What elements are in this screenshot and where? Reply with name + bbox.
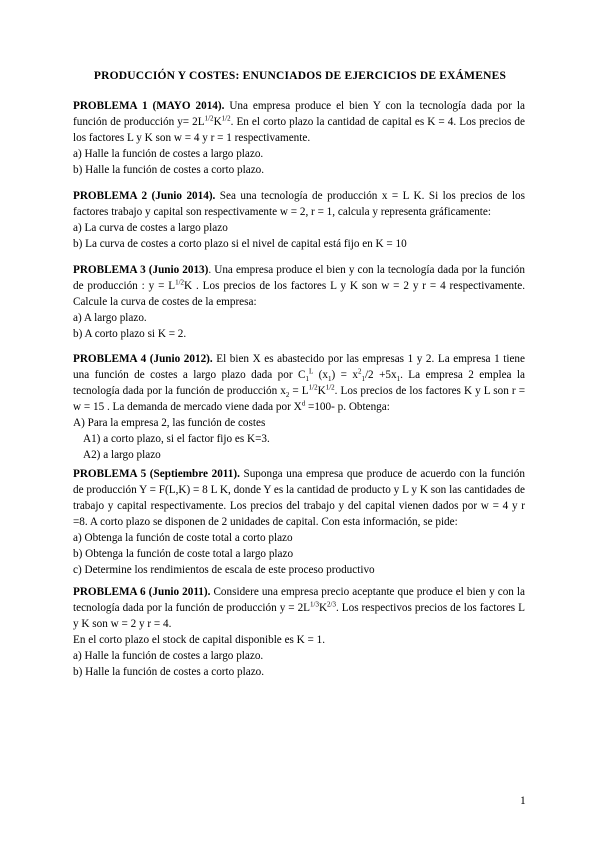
problem-statement <box>73 584 525 632</box>
statement-text: Una empresa produce el bien Y con la tecnología dada por la función de producción y= 2L <box>73 100 525 128</box>
problem-item: a) La curva de costes a largo plazo <box>73 222 228 234</box>
statement-text: 1/2 <box>204 114 214 123</box>
problem-subitem: A2) a largo plazo <box>83 449 161 461</box>
statement-text: 1 <box>361 375 365 384</box>
problem-item: c) Determine los rendimientos de escala de este proceso productivo <box>73 564 375 576</box>
problem-2 <box>73 188 525 252</box>
problem-item: b) Halle la función de costes a corto plazo. <box>73 164 265 176</box>
problem-heading: PROBLEMA 2 (Junio 2014). <box>73 190 216 202</box>
problem-heading: PROBLEMA 4 (Junio 2012). <box>73 353 213 365</box>
statement-text: K <box>318 602 328 614</box>
problem-item: En el corto plazo el stock de capital disponible es K = 1. <box>73 634 326 646</box>
statement-text: K <box>317 385 326 397</box>
statement-text: . Los respectivos precios de los factores L y K son w = 2 y r = 4. <box>73 602 525 630</box>
problem-heading: PROBLEMA 3 (Junio 2013) <box>73 264 209 276</box>
statement-text: 1/2 <box>325 383 335 392</box>
problem-statement <box>73 351 525 415</box>
statement-text: 1/2 <box>308 383 318 392</box>
statement-text: /2 +5x <box>364 369 397 381</box>
problem-statement <box>73 188 525 220</box>
statement-text: L <box>308 367 314 376</box>
statement-text: 1 <box>305 375 309 384</box>
problem-item: b) Halle la función de costes a corto plazo. <box>73 666 265 678</box>
statement-text: =100- p. Obtenga: <box>305 401 390 413</box>
statement-text: 1/2 <box>175 278 185 287</box>
statement-text: d <box>301 399 306 408</box>
problem-item: b) A corto plazo si K = 2. <box>73 328 187 340</box>
problem-subitem: A1) a corto plazo, si el factor fijo es K=3. <box>83 433 270 445</box>
statement-text: . La empresa 2 emplea la tecnología dada por la función de producción x <box>73 369 525 397</box>
statement-text: (x <box>313 369 328 381</box>
problem-item: A) Para la empresa 2, las función de costes <box>73 417 266 429</box>
problem-4 <box>73 351 525 463</box>
statement-text: 1 <box>327 375 332 384</box>
problem-statement <box>73 466 525 530</box>
statement-text: . En el corto plazo la cantidad de capital es K = 4. Los precios de los factores L y K son w = 4 y r = 1 respectivamente. <box>73 116 525 144</box>
problem-item: a) Halle la función de costes a largo plazo. <box>73 148 264 160</box>
problem-item: b) La curva de costes a corto plazo si el nivel de capital está fijo en K = 10 <box>73 238 407 250</box>
statement-text: . Los precios de los factores K y L son r = w = 15 . La demanda de mercado viene dada por X <box>73 385 525 413</box>
statement-text: K . Los precios de los factores L y K son w = 2 y r = 4 respectivamente. Calcule la curva de costes de la empresa: <box>73 280 526 308</box>
problem-statement <box>73 98 525 146</box>
statement-text: El bien X es abastecido por las empresas 1 y 2. La empresa 1 tiene una función de costes a largo plazo dada por C <box>73 353 525 381</box>
statement-text: . Una empresa produce el bien y con la tecnología dada por la función de producción : y = L <box>73 264 525 292</box>
statement-text: 2/3 <box>327 600 336 609</box>
statement-text: ) = x <box>331 369 358 381</box>
statement-text: 2 <box>357 367 362 376</box>
statement-text: 2 <box>285 391 290 400</box>
problem-6 <box>73 584 525 680</box>
statement-text: 1/3 <box>310 600 319 609</box>
problem-1 <box>73 98 525 178</box>
problem-item: a) Halle la función de costes a largo plazo. <box>73 650 264 662</box>
problem-heading: PROBLEMA 1 (MAYO 2014). <box>73 100 225 112</box>
problem-item: a) A largo plazo. <box>73 312 147 324</box>
page-number: 1 <box>520 795 526 807</box>
statement-text: 1 <box>396 375 401 384</box>
document-title: PRODUCCIÓN Y COSTES: ENUNCIADOS DE EJERCICIOS DE EXÁMENES <box>93 70 507 82</box>
statement-text: Sea una tecnología de producción x = L K. Si los precios de los factores trabajo y capital son respectivamente w = 2, r = 1, calcula y representa gráficamente: <box>73 190 525 218</box>
statement-text: = L <box>289 385 309 397</box>
problem-heading: PROBLEMA 5 (Septiembre 2011). <box>73 468 240 480</box>
problem-heading: PROBLEMA 6 (Junio 2011). <box>73 586 211 598</box>
statement-text: K <box>213 116 222 128</box>
statement-text: Suponga una empresa que produce de acuerdo con la función de producción Y = F(L,K) = 8 L K, donde Y es la cantidad de producto y L y K son las cantidades de trabajo y capital respectivamente. Los precios del trabajo y del capital vienen dados por w = 4 y r =8. A corto plazo se disponen de 2 unidades de capital. Con esta información, se pide: <box>73 468 525 528</box>
statement-text: Considere una empresa precio aceptante que produce el bien y con la tecnología dada por la función de producción y = 2L <box>73 586 525 614</box>
problem-3 <box>73 262 525 342</box>
problem-item: b) Obtenga la función de coste total a largo plazo <box>73 548 294 560</box>
problem-statement <box>73 262 525 310</box>
statement-text: 1/2 <box>221 114 231 123</box>
problem-item: a) Obtenga la función de coste total a corto plazo <box>73 532 293 544</box>
problem-5 <box>73 466 525 578</box>
